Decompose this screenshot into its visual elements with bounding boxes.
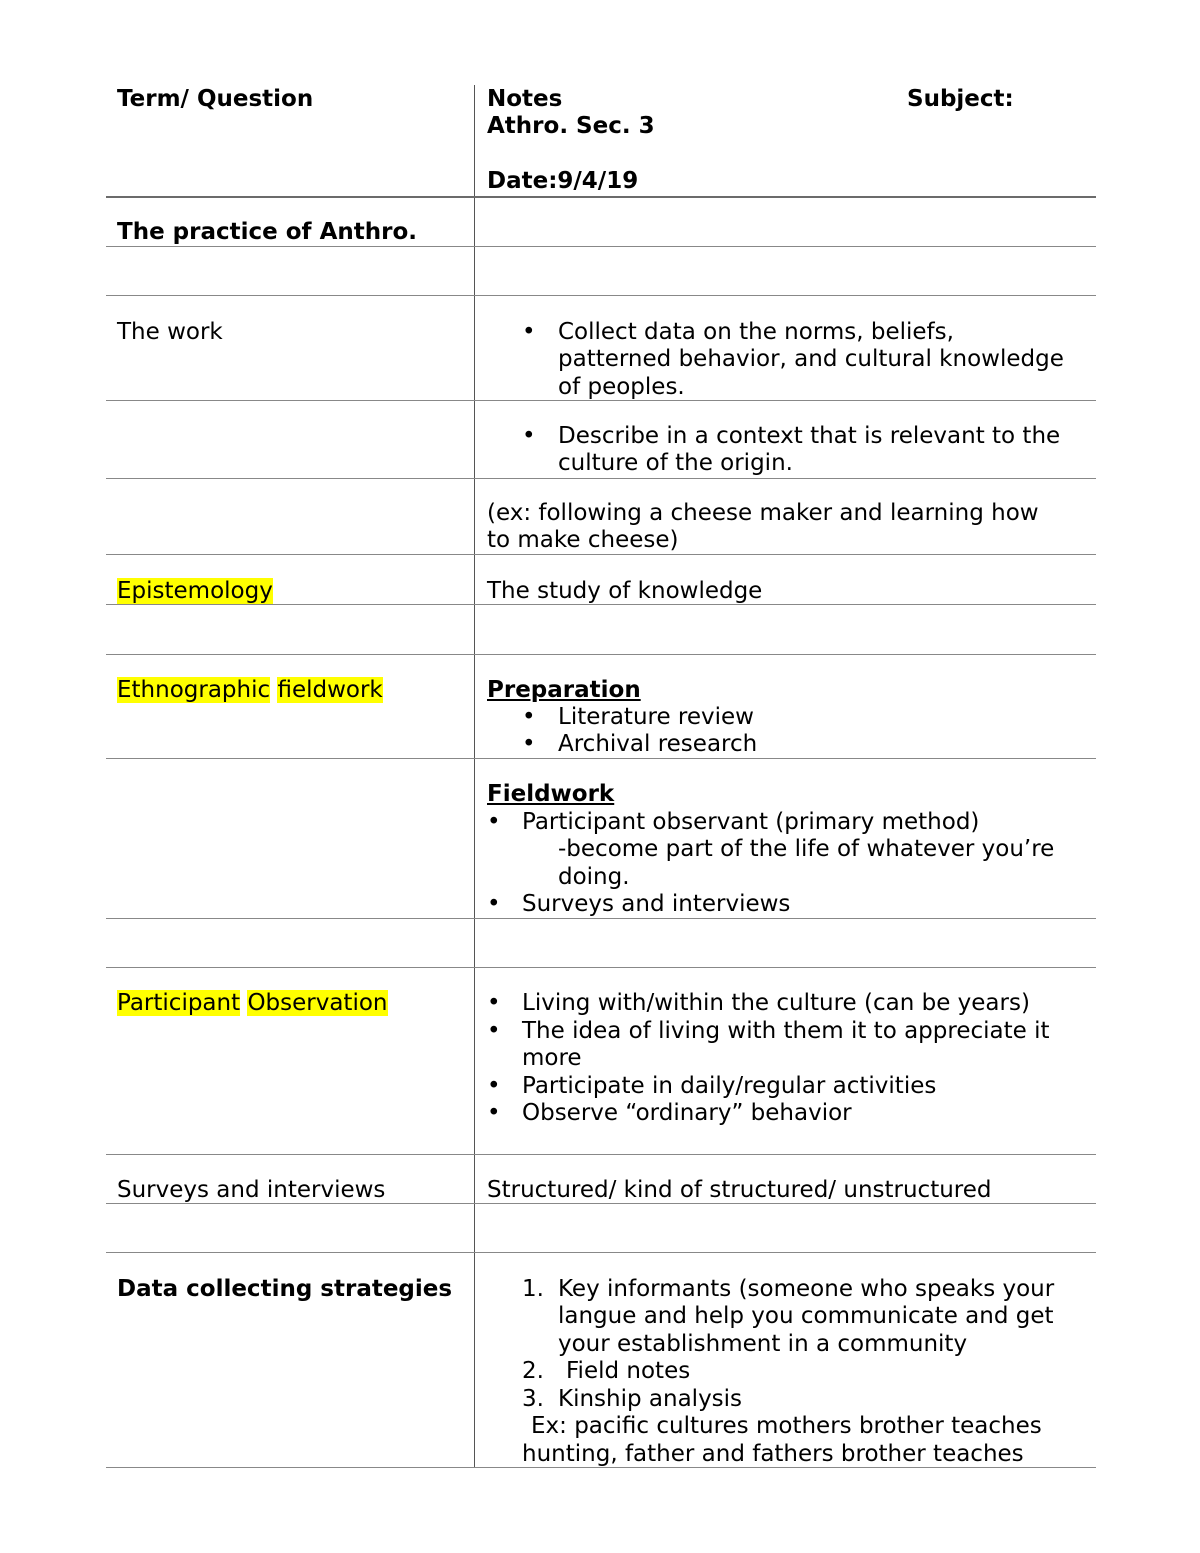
dcs-number-3: 3. bbox=[522, 1386, 544, 1412]
work-example-line2: to make cheese) bbox=[487, 527, 679, 553]
header-date: Date:9/4/19 bbox=[487, 168, 639, 194]
bullet-icon: • bbox=[487, 1073, 501, 1099]
dcs-example-line1: Ex: pacific cultures mothers brother teaches bbox=[531, 1413, 1042, 1439]
term-the-work: The work bbox=[117, 319, 223, 345]
dcs-item1-line2: langue and help you communicate and get bbox=[558, 1303, 1054, 1329]
term-participant-observation bbox=[117, 990, 388, 1018]
dcs-number-1: 1. bbox=[522, 1276, 544, 1302]
dcs-example-line2: hunting, father and fathers brother teaches bbox=[522, 1441, 1024, 1467]
row-divider bbox=[106, 295, 1096, 296]
column-divider bbox=[474, 85, 475, 1468]
prep-item-literature: Literature review bbox=[558, 704, 754, 730]
fieldwork-item-participant: Participant observant (primary method) bbox=[522, 809, 980, 835]
bullet-icon: • bbox=[487, 1100, 501, 1126]
work-bullet2-line2: culture of the origin. bbox=[558, 450, 793, 476]
preparation-heading: Preparation bbox=[487, 677, 641, 703]
header-notes: Notes bbox=[487, 86, 563, 112]
work-bullet1-line1: Collect data on the norms, beliefs, bbox=[558, 319, 954, 345]
header-term-question: Term/ Question bbox=[117, 86, 314, 112]
bullet-icon: • bbox=[487, 1018, 501, 1044]
bullet-icon: • bbox=[522, 423, 536, 449]
dcs-number-2: 2. bbox=[522, 1358, 544, 1384]
row-divider bbox=[106, 478, 1096, 479]
po-item-living: Living with/within the culture (can be years) bbox=[522, 990, 1030, 1016]
epistemology-note: The study of knowledge bbox=[487, 578, 763, 604]
dcs-item3: Kinship analysis bbox=[558, 1386, 743, 1412]
po-item-idea-line1: The idea of living with them it to appreciate it bbox=[522, 1018, 1050, 1044]
bullet-icon: • bbox=[522, 731, 536, 757]
bullet-icon: • bbox=[487, 809, 501, 835]
fieldwork-item-surveys: Surveys and interviews bbox=[522, 891, 791, 917]
fieldwork-highlight: fieldwork bbox=[277, 677, 383, 703]
dcs-item1-line1: Key informants (someone who speaks your bbox=[558, 1276, 1055, 1302]
dcs-item2: Field notes bbox=[566, 1358, 691, 1384]
header-subject-label: Subject: bbox=[907, 86, 1014, 112]
ethnographic-highlight: Ethnographic bbox=[117, 677, 271, 703]
fieldwork-sub-line1: -become part of the life of whatever you’re bbox=[558, 836, 1055, 862]
header-divider bbox=[106, 196, 1096, 198]
term-ethnographic-fieldwork bbox=[117, 677, 383, 705]
fieldwork-sub-line2: doing. bbox=[558, 864, 630, 890]
work-bullet2-line1: Describe in a context that is relevant to the bbox=[558, 423, 1061, 449]
work-example-line1: (ex: following a cheese maker and learning how bbox=[487, 500, 1039, 526]
observation-highlight: Observation bbox=[247, 990, 388, 1016]
surveys-note: Structured/ kind of structured/ unstructured bbox=[487, 1177, 992, 1203]
bullet-icon: • bbox=[487, 891, 501, 917]
dcs-item1-line3: your establishment in a community bbox=[558, 1331, 968, 1357]
po-item-participate: Participate in daily/regular activities bbox=[522, 1073, 937, 1099]
header-subject-value: Athro. Sec. 3 bbox=[487, 113, 655, 139]
work-bullet1-line3: of peoples. bbox=[558, 374, 685, 400]
work-bullet1-line2: patterned behavior, and cultural knowledge bbox=[558, 346, 1064, 372]
fieldwork-heading: Fieldwork bbox=[487, 781, 615, 807]
term-epistemology bbox=[117, 578, 273, 606]
row-divider bbox=[106, 1252, 1096, 1253]
po-item-idea-line2: more bbox=[522, 1045, 582, 1071]
term-practice-of-anthro: The practice of Anthro. bbox=[117, 219, 417, 245]
po-item-observe: Observe “ordinary” behavior bbox=[522, 1100, 852, 1126]
participant-highlight: Participant bbox=[117, 990, 241, 1016]
term-surveys-interviews: Surveys and interviews bbox=[117, 1177, 386, 1203]
row-divider bbox=[106, 1154, 1096, 1155]
epistemology-highlight: Epistemology bbox=[117, 578, 273, 604]
term-data-collecting-strategies: Data collecting strategies bbox=[117, 1276, 453, 1302]
row-divider bbox=[106, 654, 1096, 655]
prep-item-archival: Archival research bbox=[558, 731, 758, 757]
bullet-icon: • bbox=[522, 319, 536, 345]
bullet-icon: • bbox=[522, 704, 536, 730]
row-divider bbox=[106, 967, 1096, 968]
bullet-icon: • bbox=[487, 990, 501, 1016]
